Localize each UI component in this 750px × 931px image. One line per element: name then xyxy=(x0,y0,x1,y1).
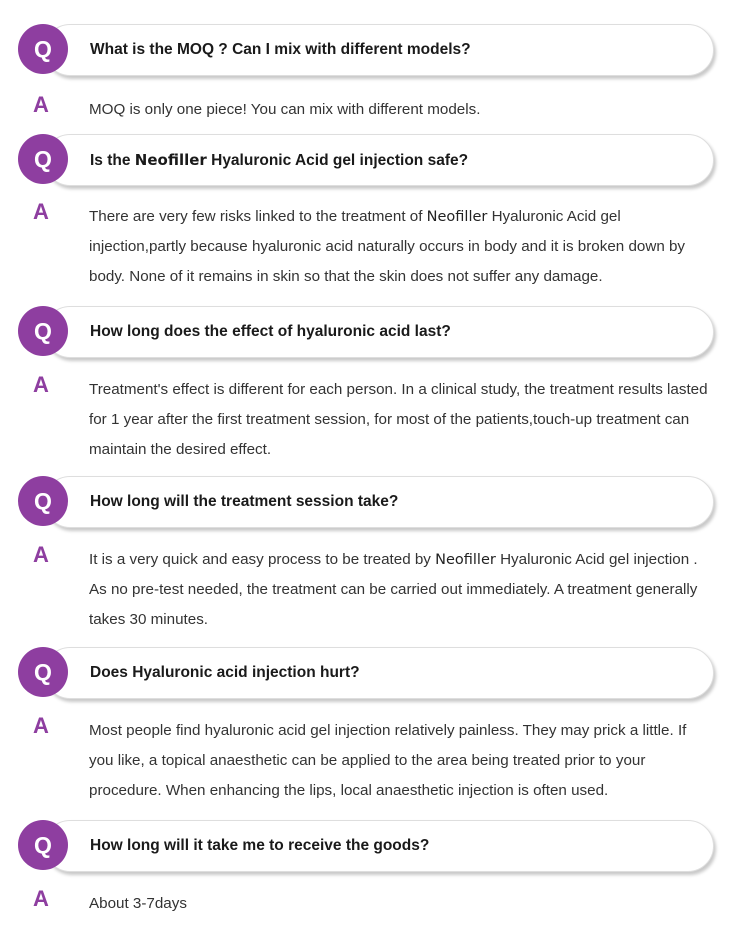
question-text: How long will it take me to receive the goods? xyxy=(90,837,430,854)
q-label: Q xyxy=(34,35,52,62)
brand-name: Neofiller xyxy=(426,209,488,225)
question-text-post: Hyaluronic Acid gel injection safe? xyxy=(206,152,469,169)
q-label: Q xyxy=(34,487,52,514)
faq-question-2 xyxy=(18,132,718,190)
question-text xyxy=(90,138,468,182)
a-label: A xyxy=(33,542,49,567)
a-label: A xyxy=(33,199,49,224)
answer-text xyxy=(89,95,711,125)
answer-text xyxy=(89,375,711,465)
answer-text xyxy=(89,202,711,292)
q-badge xyxy=(18,476,68,526)
question-text: Does Hyaluronic acid injection hurt? xyxy=(90,664,360,681)
brand-name: Neofiller xyxy=(435,552,496,568)
answer-text-post: Hyaluronic Acid gel injection,partly because hyaluronic acid naturally occurs in body and it is broken down by body. None of it remains in skin so that the skin does not suffer any damage. xyxy=(89,208,686,285)
question-text: What is the MOQ ? Can I mix with different models? xyxy=(90,41,471,58)
q-badge xyxy=(18,24,68,74)
faq-question-5 xyxy=(18,645,718,703)
answer-text xyxy=(89,889,711,919)
answer-text-post: Hyaluronic Acid gel injection . As no pre-test needed, the treatment can be carried out immediately. A treatment generally takes 30 minutes. xyxy=(89,551,698,628)
answer-text-body: Most people find hyaluronic acid gel injection relatively painless. They may prick a little. If you like, a topical anaesthetic can be applied to the area being treated prior to your procedure. When enhancing the lips, local anaesthetic injection is often used. xyxy=(89,722,687,799)
a-label: A xyxy=(33,713,49,738)
answer-text-body: Treatment's effect is different for each person. In a clinical study, the treatment results lasted for 1 year after the first treatment session, for most of the patients,touch-up treatment can maintain the desired effect. xyxy=(89,381,708,458)
q-label: Q xyxy=(34,831,52,858)
answer-text xyxy=(89,545,711,635)
q-badge xyxy=(18,820,68,870)
q-label: Q xyxy=(34,145,52,172)
brand-name: Neofiller xyxy=(134,151,207,169)
answer-text xyxy=(89,716,711,806)
a-label: A xyxy=(33,92,49,117)
q-badge xyxy=(18,134,68,184)
answer-text-pre: It is a very quick and easy process to be treated by xyxy=(89,551,436,568)
q-badge xyxy=(18,647,68,697)
q-label: Q xyxy=(34,317,52,344)
a-label: A xyxy=(33,886,49,911)
a-label: A xyxy=(33,372,49,397)
answer-text-body: About 3-7days xyxy=(89,895,187,912)
q-label: Q xyxy=(34,658,52,685)
question-text: How long does the effect of hyaluronic acid last? xyxy=(90,323,451,340)
answer-text-body: MOQ is only one piece! You can mix with different models. xyxy=(89,101,481,118)
q-badge xyxy=(18,306,68,356)
question-text: How long will the treatment session take? xyxy=(90,493,399,510)
faq-question-4 xyxy=(18,474,718,532)
faq-question-1 xyxy=(18,22,718,80)
faq-question-3 xyxy=(18,304,718,362)
question-text-pre: Is the xyxy=(90,152,135,169)
faq-question-6 xyxy=(18,818,718,876)
answer-text-pre: There are very few risks linked to the treatment of xyxy=(89,208,427,225)
